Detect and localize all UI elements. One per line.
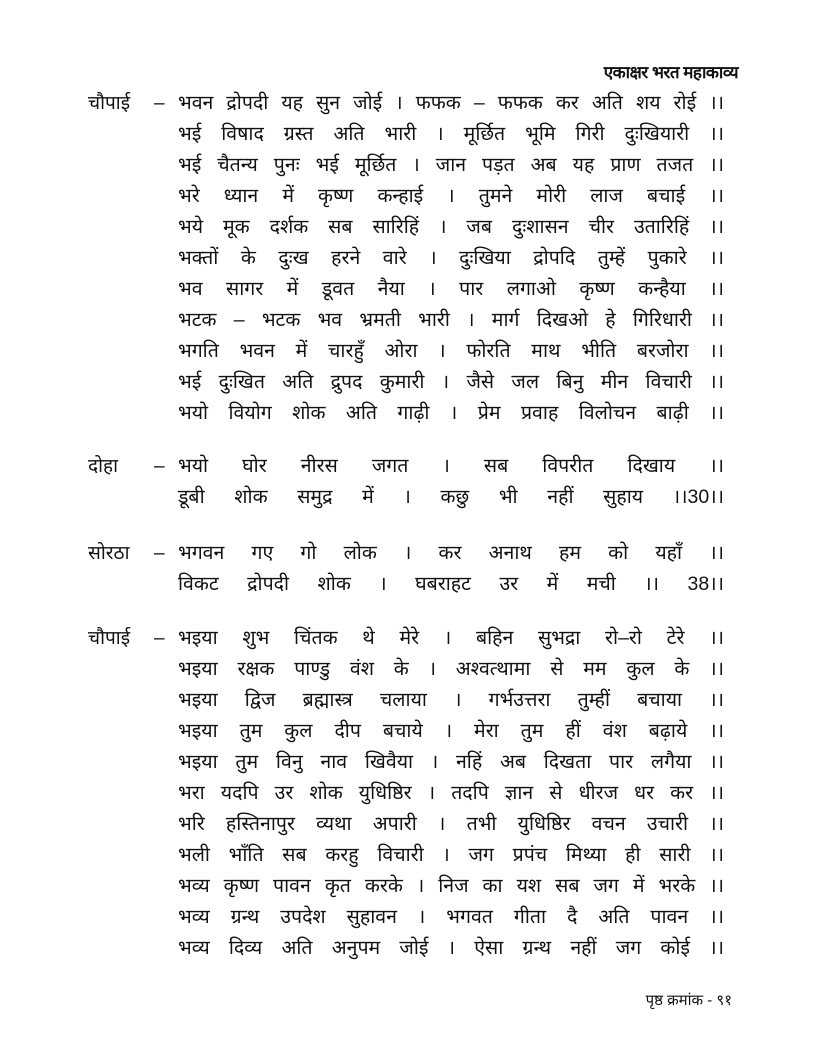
verse-line: भई चैतन्य पुनः भई मूर्छित । जान पड़त अब यह प्राण तजत ।।	[178, 154, 724, 176]
page-number: पृष्ठ क्रमांक - ९१	[645, 992, 732, 1009]
verse-line: भवन द्रोपदी यह सुन जोई । फफक – फफक कर अति शय रोई ।।	[178, 92, 724, 114]
verse-line: भइया रक्षक पाण्डु वंश के । अश्वत्थामा से मम कुल के ।।	[178, 658, 724, 680]
verse-lines	[178, 451, 724, 513]
verse-line: भगति भवन में चारहुँ ओरा । फोरति माथ भीति बरजोरा ।।	[178, 340, 724, 362]
verse-line: भइया शुभ चिंतक थे मेरे । बहिन सुभद्रा रो–रो टेरे ।।	[178, 627, 724, 649]
verse-line: भयो घोर नीरस जगत । सब विपरीत दिखाय ।।	[178, 455, 724, 477]
verse-line: भव्य ग्रन्थ उपदेश सुहावन । भगवत गीता दै अति पावन ।।	[178, 906, 724, 928]
verse-type-label: सोरठा	[88, 543, 130, 564]
verse-line: भरा यदपि उर शोक युधिष्ठिर । तदपि ज्ञान से धीरज धर कर ।।	[178, 782, 724, 804]
verse-line: भये मूक दर्शक सब सारिहिं । जब दुःशासन चीर उतारिहिं ।।	[178, 216, 724, 238]
dash: –	[154, 93, 165, 114]
verse-line: भयो वियोग शोक अति गाढ़ी । प्रेम प्रवाह विलोचन बाढ़ी ।।	[178, 402, 724, 424]
verse-line: भव सागर में डूवत नैया । पार लगाओ कृष्ण कन्हैया ।।	[178, 278, 724, 300]
verse-line: भइया तुम कुल दीप बचाये । मेरा तुम हीं वंश बढ़ाये ।।	[178, 720, 724, 742]
verse-type-label: चौपाई	[88, 628, 131, 649]
verse-line: डूबी शोक समुद्र में । कछु भी नहीं सुहाय ।।30।।	[178, 486, 724, 508]
verse-line: भक्तों के दुःख हरने वारे । दुःखिया द्रोपदि तुम्हें पुकारे ।।	[178, 247, 724, 269]
verse-line: भई दुःखित अति द्रुपद कुमारी । जैसे जल बिनु मीन विचारी ।।	[178, 371, 724, 393]
verse-line: भइया तुम विनु नाव खिवैया । नहिं अब दिखता पार लगैया ।।	[178, 751, 724, 773]
verse-line: भरे ध्यान में कृष्ण कन्हाई । तुमने मोरी लाज बचाई ।।	[178, 185, 724, 207]
verse-line: भव्य दिव्य अति अनुपम जोई । ऐसा ग्रन्थ नहीं जग कोई ।।	[178, 937, 724, 959]
verse-line: भटक – भटक भव भ्रमती भारी । मार्ग दिखओ हे गिरिधारी ।।	[178, 309, 724, 331]
verse-type-label: दोहा	[88, 456, 119, 477]
verse-line: विकट द्रोपदी शोक । घबराहट उर में मची ।। 38।।	[178, 573, 724, 595]
verse-line: भइया द्विज ब्रह्मास्त्र चलाया । गर्भउत्तरा तुम्हीं बचाया ।।	[178, 689, 724, 711]
verse-lines	[178, 538, 724, 600]
dash: –	[154, 456, 165, 477]
verse-line: भगवन गए गो लोक । कर अनाथ हम को यहाँ ।।	[178, 542, 724, 564]
verse-lines	[178, 623, 724, 964]
verse-lines	[178, 88, 724, 429]
verse-line: भली भाँति सब करहु विचारी । जग प्रपंच मिथ्या ही सारी ।।	[178, 844, 724, 866]
verse-type-label: चौपाई	[88, 93, 131, 114]
verse-line: भरि हस्तिनापुर व्यथा अपारी । तभी युधिष्ठिर वचन उचारी ।।	[178, 813, 724, 835]
verse-line: भई विषाद ग्रस्त अति भारी । मूर्छित भूमि गिरी दुःखियारी ।।	[178, 123, 724, 145]
dash: –	[154, 543, 165, 564]
dash: –	[154, 628, 165, 649]
book-title-header: एकाक्षर भरत महाकाव्य	[603, 63, 738, 82]
verse-line: भव्य कृष्ण पावन कृत करके । निज का यश सब जग में भरके ।।	[178, 875, 724, 897]
